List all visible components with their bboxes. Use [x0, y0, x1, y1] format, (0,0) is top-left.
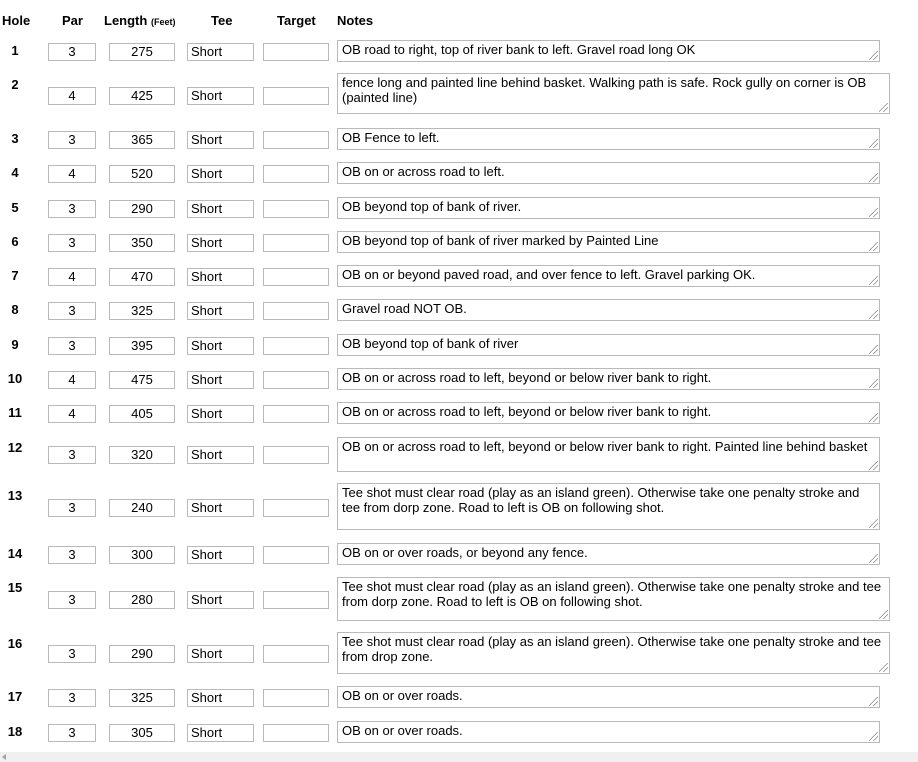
- resize-grip-icon[interactable]: [879, 663, 888, 672]
- tee-field[interactable]: Short: [187, 200, 254, 218]
- par-field[interactable]: 3: [48, 546, 96, 564]
- par-field[interactable]: 4: [48, 268, 96, 286]
- notes-textarea[interactable]: [337, 73, 890, 114]
- resize-grip-icon[interactable]: [869, 461, 878, 470]
- par-field[interactable]: 3: [48, 131, 96, 149]
- notes-text: Tee shot must clear road (play as an island green). Otherwise take one penalty stroke and tee from dorp zone. Road to left is OB on following shot.: [342, 579, 882, 609]
- notes-text: OB road to right, top of river bank to left. Gravel road long OK: [342, 42, 696, 57]
- hole-number: 2: [11, 77, 19, 92]
- resize-grip-icon[interactable]: [879, 610, 888, 619]
- resize-grip-icon[interactable]: [869, 554, 878, 563]
- notes-text: OB Fence to left.: [342, 130, 440, 145]
- resize-grip-icon[interactable]: [869, 345, 878, 354]
- notes-textarea[interactable]: [337, 686, 880, 708]
- resize-grip-icon[interactable]: [869, 208, 878, 217]
- resize-grip-icon[interactable]: [879, 103, 888, 112]
- hole-number: 15: [7, 580, 23, 595]
- par-field[interactable]: 4: [48, 371, 96, 389]
- length-field[interactable]: 325: [109, 689, 175, 707]
- notes-text: OB beyond top of bank of river.: [342, 199, 522, 214]
- notes-text: OB on or over roads, or beyond any fence.: [342, 545, 588, 560]
- notes-text: OB on or across road to left, beyond or below river bank to right.: [342, 404, 712, 419]
- tee-field[interactable]: Short: [187, 234, 254, 252]
- resize-grip-icon[interactable]: [869, 242, 878, 251]
- target-field[interactable]: [263, 689, 329, 707]
- tee-field[interactable]: Short: [187, 131, 254, 149]
- header-length: [104, 13, 175, 28]
- par-field[interactable]: 3: [48, 591, 96, 609]
- par-field[interactable]: 3: [48, 302, 96, 320]
- length-field[interactable]: 365: [109, 131, 175, 149]
- par-field[interactable]: 3: [48, 645, 96, 663]
- resize-grip-icon[interactable]: [869, 379, 878, 388]
- notes-textarea[interactable]: [337, 483, 880, 530]
- tee-field[interactable]: Short: [187, 546, 254, 564]
- notes-text: OB beyond top of bank of river marked by Painted Line: [342, 233, 659, 248]
- target-field[interactable]: [263, 591, 329, 609]
- target-field[interactable]: [263, 165, 329, 183]
- tee-field[interactable]: Short: [187, 165, 254, 183]
- notes-textarea[interactable]: [337, 128, 880, 150]
- notes-textarea[interactable]: [337, 632, 890, 674]
- notes-textarea[interactable]: [337, 231, 880, 253]
- header-target: Target: [277, 13, 316, 28]
- tee-field[interactable]: Short: [187, 591, 254, 609]
- tee-field[interactable]: Short: [187, 337, 254, 355]
- target-field[interactable]: [263, 200, 329, 218]
- target-field[interactable]: [263, 87, 329, 105]
- hole-number: 4: [11, 165, 19, 180]
- resize-grip-icon[interactable]: [869, 173, 878, 182]
- horizontal-scrollbar[interactable]: [0, 752, 918, 762]
- notes-text: OB on or across road to left, beyond or below river bank to right. Painted line behind basket: [342, 439, 868, 454]
- hole-number: 7: [11, 268, 19, 283]
- notes-textarea[interactable]: [337, 162, 880, 184]
- tee-field[interactable]: Short: [187, 371, 254, 389]
- target-field[interactable]: [263, 234, 329, 252]
- resize-grip-icon[interactable]: [869, 276, 878, 285]
- notes-text: Tee shot must clear road (play as an island green). Otherwise take one penalty stroke and tee from drop zone.: [342, 634, 882, 664]
- notes-textarea[interactable]: [337, 402, 880, 424]
- length-field[interactable]: 240: [109, 499, 175, 517]
- notes-textarea[interactable]: [337, 334, 880, 356]
- notes-textarea[interactable]: [337, 577, 890, 621]
- tee-field[interactable]: Short: [187, 268, 254, 286]
- par-field[interactable]: 3: [48, 43, 96, 61]
- length-field[interactable]: 290: [109, 645, 175, 663]
- header-par: Par: [62, 13, 83, 28]
- resize-grip-icon[interactable]: [869, 310, 878, 319]
- par-field[interactable]: 3: [48, 499, 96, 517]
- notes-text: Gravel road NOT OB.: [342, 301, 467, 316]
- scroll-left-arrow-icon[interactable]: [2, 754, 6, 760]
- tee-field[interactable]: Short: [187, 645, 254, 663]
- header-length-unit: (Feet): [150, 17, 176, 27]
- header-notes: Notes: [337, 13, 374, 28]
- hole-number: 3: [11, 131, 19, 146]
- hole-number: 8: [11, 302, 19, 317]
- hole-number: 17: [7, 689, 23, 704]
- target-field[interactable]: [263, 546, 329, 564]
- par-field[interactable]: 3: [48, 234, 96, 252]
- hole-number: 12: [7, 440, 23, 455]
- resize-grip-icon[interactable]: [869, 139, 878, 148]
- length-field[interactable]: 325: [109, 302, 175, 320]
- length-field[interactable]: 395: [109, 337, 175, 355]
- length-field[interactable]: 520: [109, 165, 175, 183]
- tee-field[interactable]: Short: [187, 724, 254, 742]
- resize-grip-icon[interactable]: [869, 697, 878, 706]
- length-field[interactable]: 300: [109, 546, 175, 564]
- target-field[interactable]: [263, 371, 329, 389]
- notes-textarea[interactable]: [337, 368, 880, 390]
- target-field[interactable]: [263, 131, 329, 149]
- target-field[interactable]: [263, 43, 329, 61]
- target-field[interactable]: [263, 499, 329, 517]
- notes-text: OB on or over roads.: [342, 688, 463, 703]
- length-field[interactable]: 470: [109, 268, 175, 286]
- target-field[interactable]: [263, 268, 329, 286]
- tee-field[interactable]: Short: [187, 87, 254, 105]
- resize-grip-icon[interactable]: [869, 519, 878, 528]
- notes-text: OB on or beyond paved road, and over fence to left. Gravel parking OK.: [342, 267, 756, 282]
- length-field[interactable]: 320: [109, 446, 175, 464]
- tee-field[interactable]: Short: [187, 689, 254, 707]
- length-field[interactable]: 290: [109, 200, 175, 218]
- notes-text: OB on or over roads.: [342, 723, 463, 738]
- target-field[interactable]: [263, 337, 329, 355]
- header-hole: Hole: [2, 13, 31, 28]
- tee-field[interactable]: Short: [187, 302, 254, 320]
- header-tee: Tee: [211, 13, 233, 28]
- length-field[interactable]: 475: [109, 371, 175, 389]
- hole-number: 16: [7, 636, 23, 651]
- notes-textarea[interactable]: [337, 721, 880, 743]
- hole-number: 10: [7, 371, 23, 386]
- length-field[interactable]: 305: [109, 724, 175, 742]
- target-field[interactable]: [263, 446, 329, 464]
- par-field[interactable]: 3: [48, 446, 96, 464]
- par-field[interactable]: 3: [48, 689, 96, 707]
- tee-field[interactable]: Short: [187, 499, 254, 517]
- par-field[interactable]: 3: [48, 337, 96, 355]
- notes-text: Tee shot must clear road (play as an island green). Otherwise take one penalty stroke and tee from dorp zone. Road to left is OB on following shot.: [342, 485, 860, 515]
- notes-text: OB on or across road to left.: [342, 164, 505, 179]
- hole-number: 6: [11, 234, 19, 249]
- notes-textarea[interactable]: [337, 265, 880, 287]
- target-field[interactable]: [263, 724, 329, 742]
- notes-textarea[interactable]: [337, 40, 880, 62]
- resize-grip-icon[interactable]: [869, 51, 878, 60]
- length-field[interactable]: 280: [109, 591, 175, 609]
- par-field[interactable]: 3: [48, 200, 96, 218]
- hole-number: 13: [7, 488, 23, 503]
- resize-grip-icon[interactable]: [869, 732, 878, 741]
- hole-number: 18: [7, 724, 23, 739]
- hole-number: 11: [8, 405, 22, 420]
- tee-field[interactable]: Short: [187, 446, 254, 464]
- hole-number: 14: [7, 546, 23, 561]
- length-field[interactable]: 350: [109, 234, 175, 252]
- notes-textarea[interactable]: [337, 437, 880, 472]
- par-field[interactable]: 4: [48, 405, 96, 423]
- notes-text: fence long and painted line behind basket. Walking path is safe. Rock gully on corner is OB (painted line): [342, 75, 867, 105]
- notes-textarea[interactable]: [337, 299, 880, 321]
- par-field[interactable]: 4: [48, 165, 96, 183]
- target-field[interactable]: [263, 302, 329, 320]
- resize-grip-icon[interactable]: [869, 413, 878, 422]
- notes-textarea[interactable]: [337, 543, 880, 565]
- hole-number: 9: [11, 337, 19, 352]
- notes-text: OB on or across road to left, beyond or below river bank to right.: [342, 370, 712, 385]
- tee-field[interactable]: Short: [187, 405, 254, 423]
- length-field[interactable]: 275: [109, 43, 175, 61]
- length-field[interactable]: 425: [109, 87, 175, 105]
- hole-number: 1: [11, 43, 19, 58]
- header-length-label: Length: [104, 13, 148, 28]
- target-field[interactable]: [263, 405, 329, 423]
- par-field[interactable]: 3: [48, 724, 96, 742]
- notes-textarea[interactable]: [337, 197, 880, 219]
- notes-text: OB beyond top of bank of river: [342, 336, 519, 351]
- length-field[interactable]: 405: [109, 405, 175, 423]
- target-field[interactable]: [263, 645, 329, 663]
- tee-field[interactable]: Short: [187, 43, 254, 61]
- hole-number: 5: [11, 200, 19, 215]
- par-field[interactable]: 4: [48, 87, 96, 105]
